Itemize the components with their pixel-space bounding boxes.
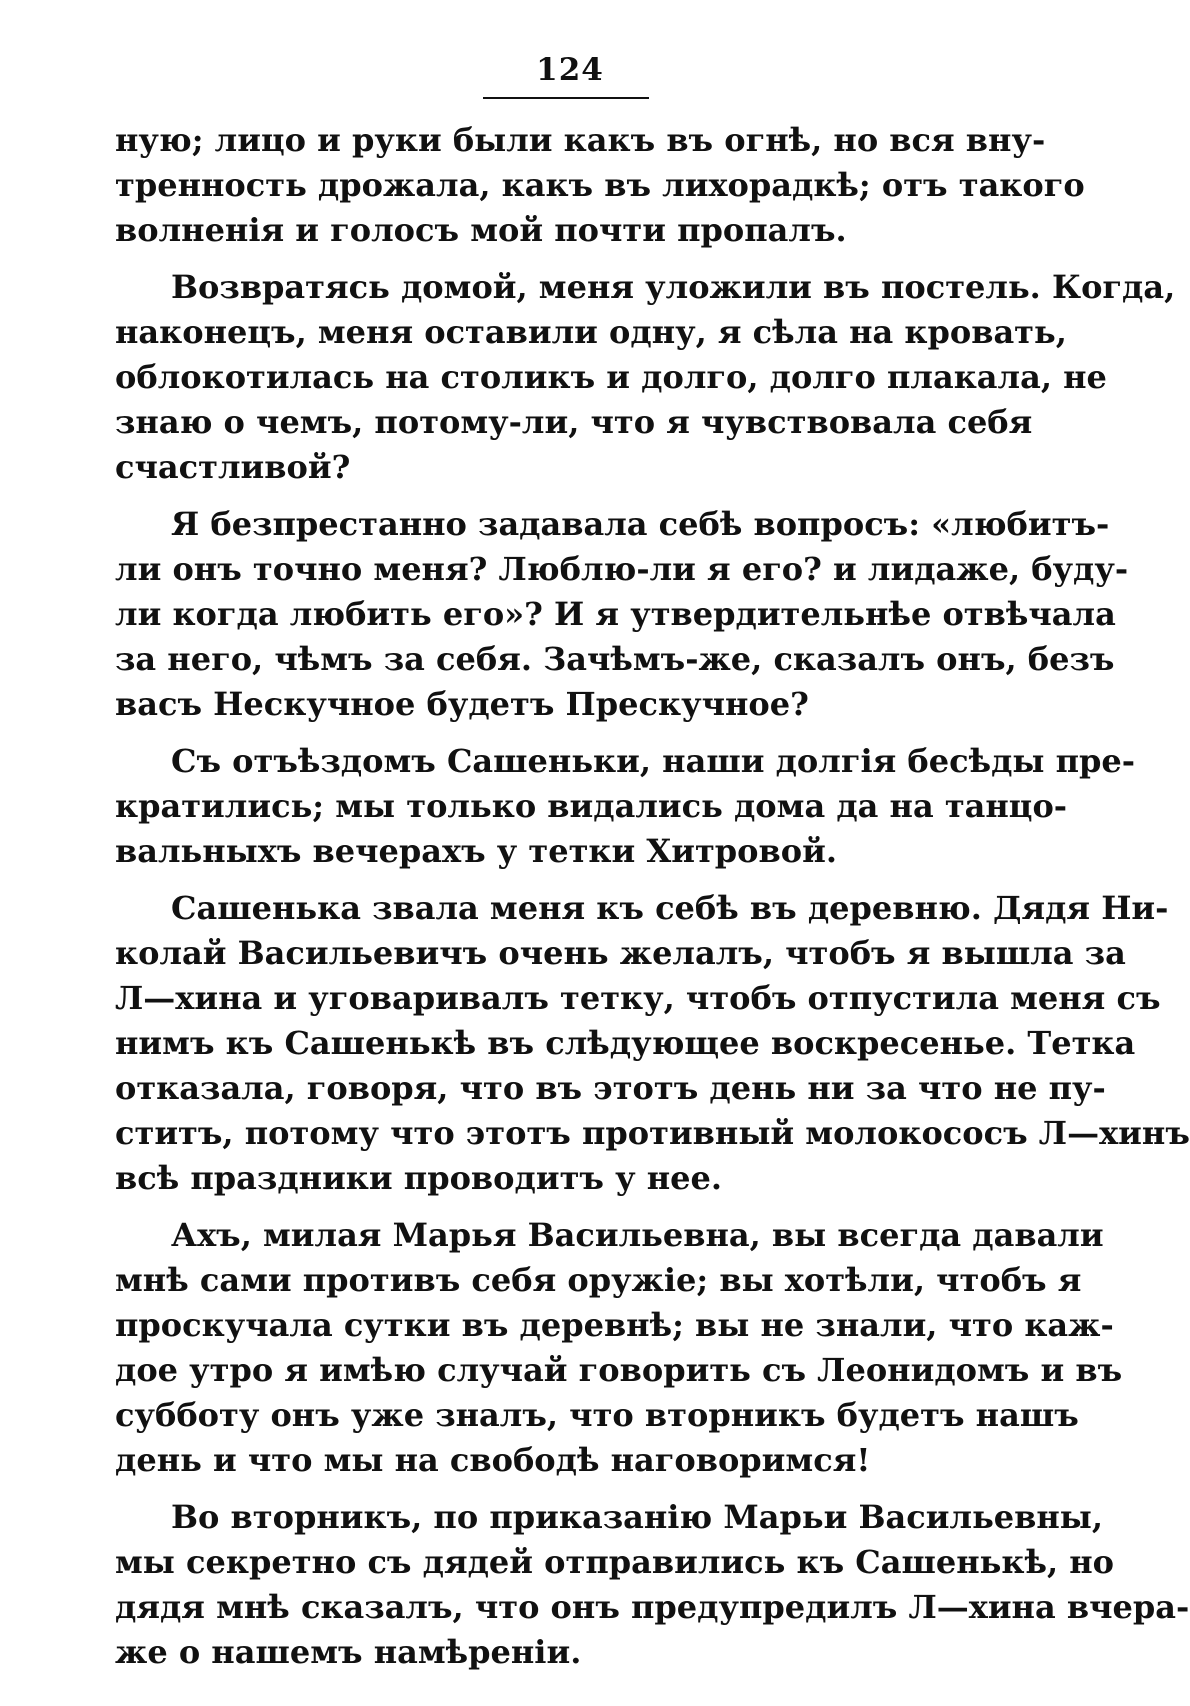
text-line: нимъ къ Сашенькѣ въ слѣдующее воскресенье. Тетка	[115, 1024, 1136, 1062]
text-line: знаю о чемъ, потому-ли, что я чувствовала себя	[115, 403, 1033, 441]
page-number: 124	[536, 52, 604, 88]
text-line: Во вторникъ, по приказанію Марьи Васильевны,	[171, 1498, 1104, 1536]
text-line: дое утро я имѣю случай говорить съ Леонидомъ и въ	[115, 1351, 1123, 1389]
text-line: дядя мнѣ сказалъ, что онъ предупредилъ Л—хина вчера-	[115, 1588, 1190, 1626]
text-line: отказала, говоря, что въ этотъ день ни за что не пу-	[115, 1069, 1106, 1107]
text-line: наконецъ, меня оставили одну, я сѣла на кровать,	[115, 313, 1067, 351]
text-line: колай Васильевичъ очень желалъ, чтобъ я вышла за	[115, 934, 1126, 972]
text-line: ли онъ точно меня? Люблю-ли я его? и лидаже, буду-	[115, 550, 1129, 588]
text-line: ститъ, потому что этотъ противный молокососъ Л—хинъ	[115, 1114, 1190, 1152]
paragraph	[115, 739, 1136, 874]
text-line: счастливой?	[115, 448, 351, 486]
paragraph	[115, 886, 1190, 1201]
text-line: ную; лицо и руки были какъ въ огнѣ, но вся вну-	[115, 121, 1046, 159]
text-line: тренность дрожала, какъ въ лихорадкѣ; отъ такого	[115, 166, 1085, 204]
paragraph	[115, 502, 1129, 727]
paragraph	[115, 265, 1176, 490]
text-line: мы секретно съ дядей отправились къ Сашенькѣ, но	[115, 1543, 1114, 1581]
text-line: Возвратясь домой, меня уложили въ постель. Когда,	[171, 268, 1176, 306]
text-line: субботу онъ уже зналъ, что вторникъ будетъ нашъ	[115, 1396, 1079, 1434]
text-line: же о нашемъ намѣреніи.	[115, 1633, 582, 1671]
text-line: вальныхъ вечерахъ у тетки Хитровой.	[115, 832, 837, 870]
text-line: мнѣ сами противъ себя оружіе; вы хотѣли, чтобъ я	[115, 1261, 1082, 1299]
paragraph	[115, 1495, 1190, 1675]
text-line: за него, чѣмъ за себя. Зачѣмъ-же, сказалъ онъ, безъ	[115, 640, 1115, 678]
text-line: ли когда любить его»? И я утвердительнѣе отвѣчала	[115, 595, 1116, 633]
text-line: всѣ праздники проводитъ у нее.	[115, 1159, 722, 1197]
body-text	[115, 118, 1190, 1687]
text-line: Ахъ, милая Марья Васильевна, вы всегда давали	[171, 1216, 1104, 1254]
text-line: Л—хина и уговаривалъ тетку, чтобъ отпустила меня съ	[115, 979, 1161, 1017]
text-line: васъ Нескучное будетъ Прескучное?	[115, 685, 809, 723]
paragraph	[115, 118, 1085, 253]
text-line: волненія и голосъ мой почти пропалъ.	[115, 211, 847, 249]
text-line: кратились; мы только видались дома да на танцо-	[115, 787, 1068, 825]
text-line: Я безпрестанно задавала себѣ вопросъ: «любитъ-	[171, 505, 1110, 543]
text-line: проскучала сутки въ деревнѣ; вы не знали, что каж-	[115, 1306, 1114, 1344]
text-line: день и что мы на свободѣ наговоримся!	[115, 1441, 871, 1479]
text-line: Съ отъѣздомъ Сашеньки, наши долгія бесѣды пре-	[171, 742, 1136, 780]
header-rule	[483, 97, 649, 99]
text-line: Сашенька звала меня къ себѣ въ деревню. Дядя Ни-	[171, 889, 1169, 927]
paragraph	[115, 1213, 1123, 1483]
text-line: облокотилась на столикъ и долго, долго плакала, не	[115, 358, 1107, 396]
